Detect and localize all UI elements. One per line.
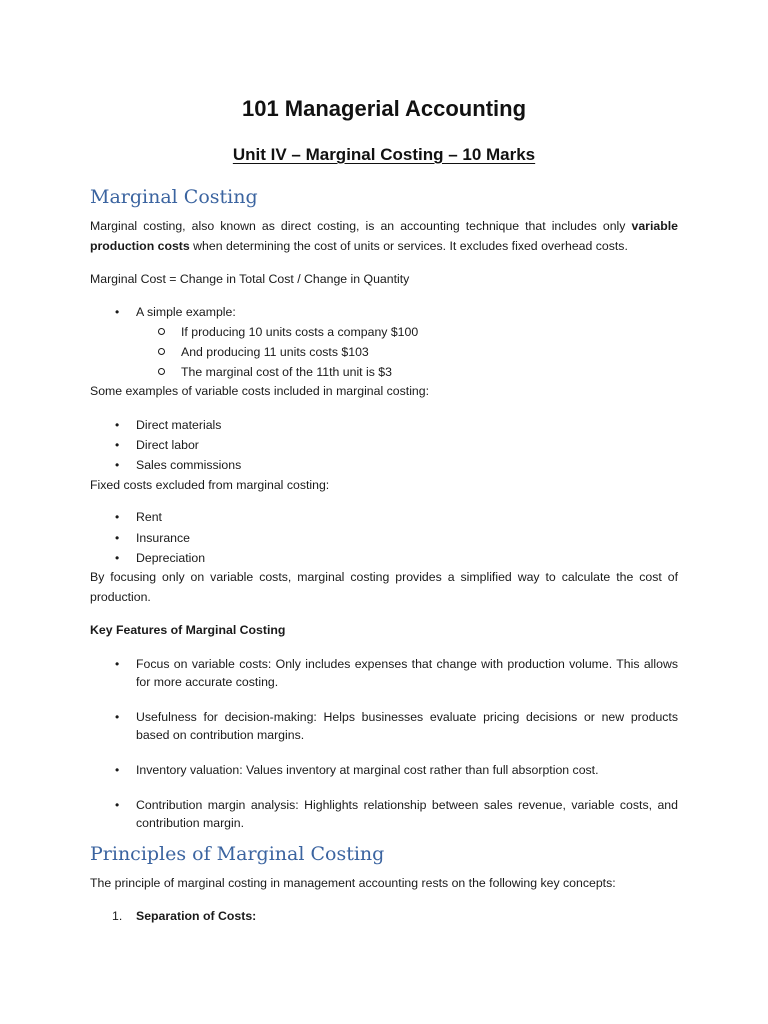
principles-intro: The principle of marginal costing in management accounting rests on the following key concepts: xyxy=(90,876,616,890)
bullet-dot: • xyxy=(115,438,120,452)
bullet-dot: • xyxy=(115,763,120,777)
unit-title-text: Unit IV – Marginal Costing – 10 Marks xyxy=(232,145,536,164)
sub-bullet-circle xyxy=(158,348,165,355)
sub-bullet-circle xyxy=(158,368,165,375)
example-item: If producing 10 units costs a company $100 xyxy=(181,325,419,339)
bullet-dot: • xyxy=(115,418,120,432)
document-title: 101 Managerial Accounting xyxy=(241,96,527,121)
variable-costs-intro: Some examples of variable costs included in marginal costing: xyxy=(90,384,430,398)
intro-text-start: Marginal costing, also known as direct costing, is an accounting technique that includes only xyxy=(90,219,632,233)
section-heading-principles: Principles of Marginal Costing xyxy=(90,843,385,865)
section-heading-marginal-costing: Marginal Costing xyxy=(90,186,258,208)
feature-item: Focus on variable costs: Only includes expenses that change with production volume. This allows for more accurate costing. xyxy=(136,657,678,689)
key-features-heading: Key Features of Marginal Costing xyxy=(90,623,286,637)
example-label: A simple example: xyxy=(136,305,236,319)
feature-item: Usefulness for decision-making: Helps businesses evaluate pricing decisions or new products based on contribution margins. xyxy=(136,710,678,742)
feature-item: Inventory valuation: Values inventory at marginal cost rather than full absorption cost. xyxy=(136,763,599,777)
variable-cost-item: Sales commissions xyxy=(136,458,242,472)
example-item: The marginal cost of the 11th unit is $3 xyxy=(181,365,392,379)
bullet-dot: • xyxy=(115,657,120,671)
fixed-costs-intro: Fixed costs excluded from marginal costing: xyxy=(90,478,330,492)
intro-paragraph xyxy=(90,216,678,256)
intro-text-end: when determining the cost of units or services. It excludes fixed overhead costs. xyxy=(189,239,628,253)
fixed-cost-item: Insurance xyxy=(136,531,191,545)
bullet-dot: • xyxy=(115,458,120,472)
example-item: And producing 11 units costs $103 xyxy=(181,345,369,359)
feature-item: Contribution margin analysis: Highlights relationship between sales revenue, variable costs, and contribution margin. xyxy=(136,798,678,830)
summary-paragraph: By focusing only on variable costs, marginal costing provides a simplified way to calculate the cost of production. xyxy=(90,570,678,604)
bullet-dot: • xyxy=(115,710,120,724)
variable-cost-item: Direct labor xyxy=(136,438,199,452)
numbered-item-label: Separation of Costs: xyxy=(136,909,257,923)
unit-title xyxy=(0,143,768,167)
bullet-dot: • xyxy=(115,551,120,565)
intro-text-bold: variable production costs xyxy=(90,219,678,253)
bullet-dot: • xyxy=(115,305,120,319)
sub-bullet-circle xyxy=(158,328,165,335)
variable-cost-item: Direct materials xyxy=(136,418,222,432)
fixed-cost-item: Rent xyxy=(136,510,162,524)
bullet-dot: • xyxy=(115,531,120,545)
bullet-dot: • xyxy=(115,510,120,524)
bullet-dot: • xyxy=(115,798,120,812)
list-number: 1. xyxy=(112,909,123,923)
formula-line: Marginal Cost = Change in Total Cost / Change in Quantity xyxy=(90,272,410,286)
fixed-cost-item: Depreciation xyxy=(136,551,206,565)
